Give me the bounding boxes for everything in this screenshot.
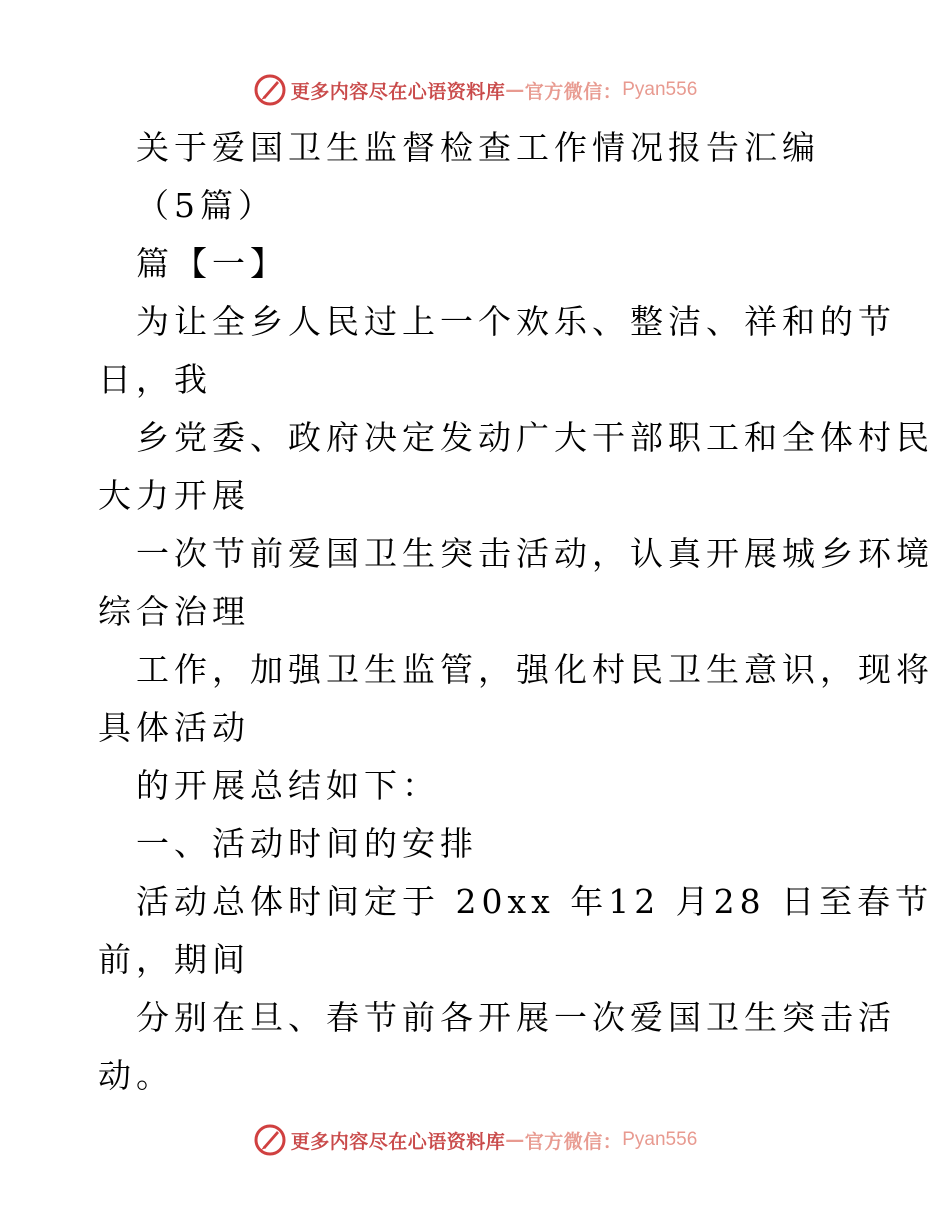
watermark-text: 更多内容尽在心语资料库 xyxy=(290,80,506,103)
paragraph-line: 大力开展 xyxy=(98,476,250,515)
watermark-wechat-id: Pyan556 xyxy=(622,1129,698,1150)
paragraph-line: 工作，加强卫生监管，强化村民卫生意识，现将 xyxy=(136,650,934,689)
paragraph-line: 乡党委、政府决定发动广大干部职工和全体村民 xyxy=(136,418,934,457)
paragraph-line: 一次节前爱国卫生突击活动，认真开展城乡环境 xyxy=(136,534,934,573)
footer-watermark xyxy=(0,1120,950,1160)
watermark-wechat-id: Pyan556 xyxy=(622,79,698,100)
watermark-wechat-label: 官方微信： xyxy=(524,80,623,103)
paragraph-line: 日，我 xyxy=(98,360,212,399)
quill-logo-icon xyxy=(253,1123,287,1157)
watermark-dash: — xyxy=(505,79,525,101)
watermark-text: 更多内容尽在心语资料库 xyxy=(290,1130,506,1153)
document-subtitle: （5篇） xyxy=(136,186,276,225)
paragraph-line: 动。 xyxy=(98,1056,174,1095)
subsection-heading: 一、活动时间的安排 xyxy=(136,824,478,863)
document-title: 关于爱国卫生监督检查工作情况报告汇编 xyxy=(136,128,820,167)
paragraph-line: 前，期间 xyxy=(98,940,250,979)
watermark-wechat-label: 官方微信： xyxy=(524,1130,623,1153)
paragraph-line: 具体活动 xyxy=(98,708,250,747)
paragraph-line: 综合治理 xyxy=(98,592,250,631)
paragraph-line: 为让全乡人民过上一个欢乐、整洁、祥和的节 xyxy=(136,302,896,341)
header-watermark xyxy=(0,70,950,110)
paragraph-line: 分别在旦、春节前各开展一次爱国卫生突击活 xyxy=(136,998,896,1037)
section-heading: 篇【一】 xyxy=(136,244,288,283)
paragraph-line: 的开展总结如下： xyxy=(136,766,440,805)
paragraph-line: 活动总体时间定于 20xx 年12 月28 日至春节 xyxy=(136,882,934,921)
watermark-dash: — xyxy=(505,1129,525,1151)
quill-logo-icon xyxy=(253,73,287,107)
